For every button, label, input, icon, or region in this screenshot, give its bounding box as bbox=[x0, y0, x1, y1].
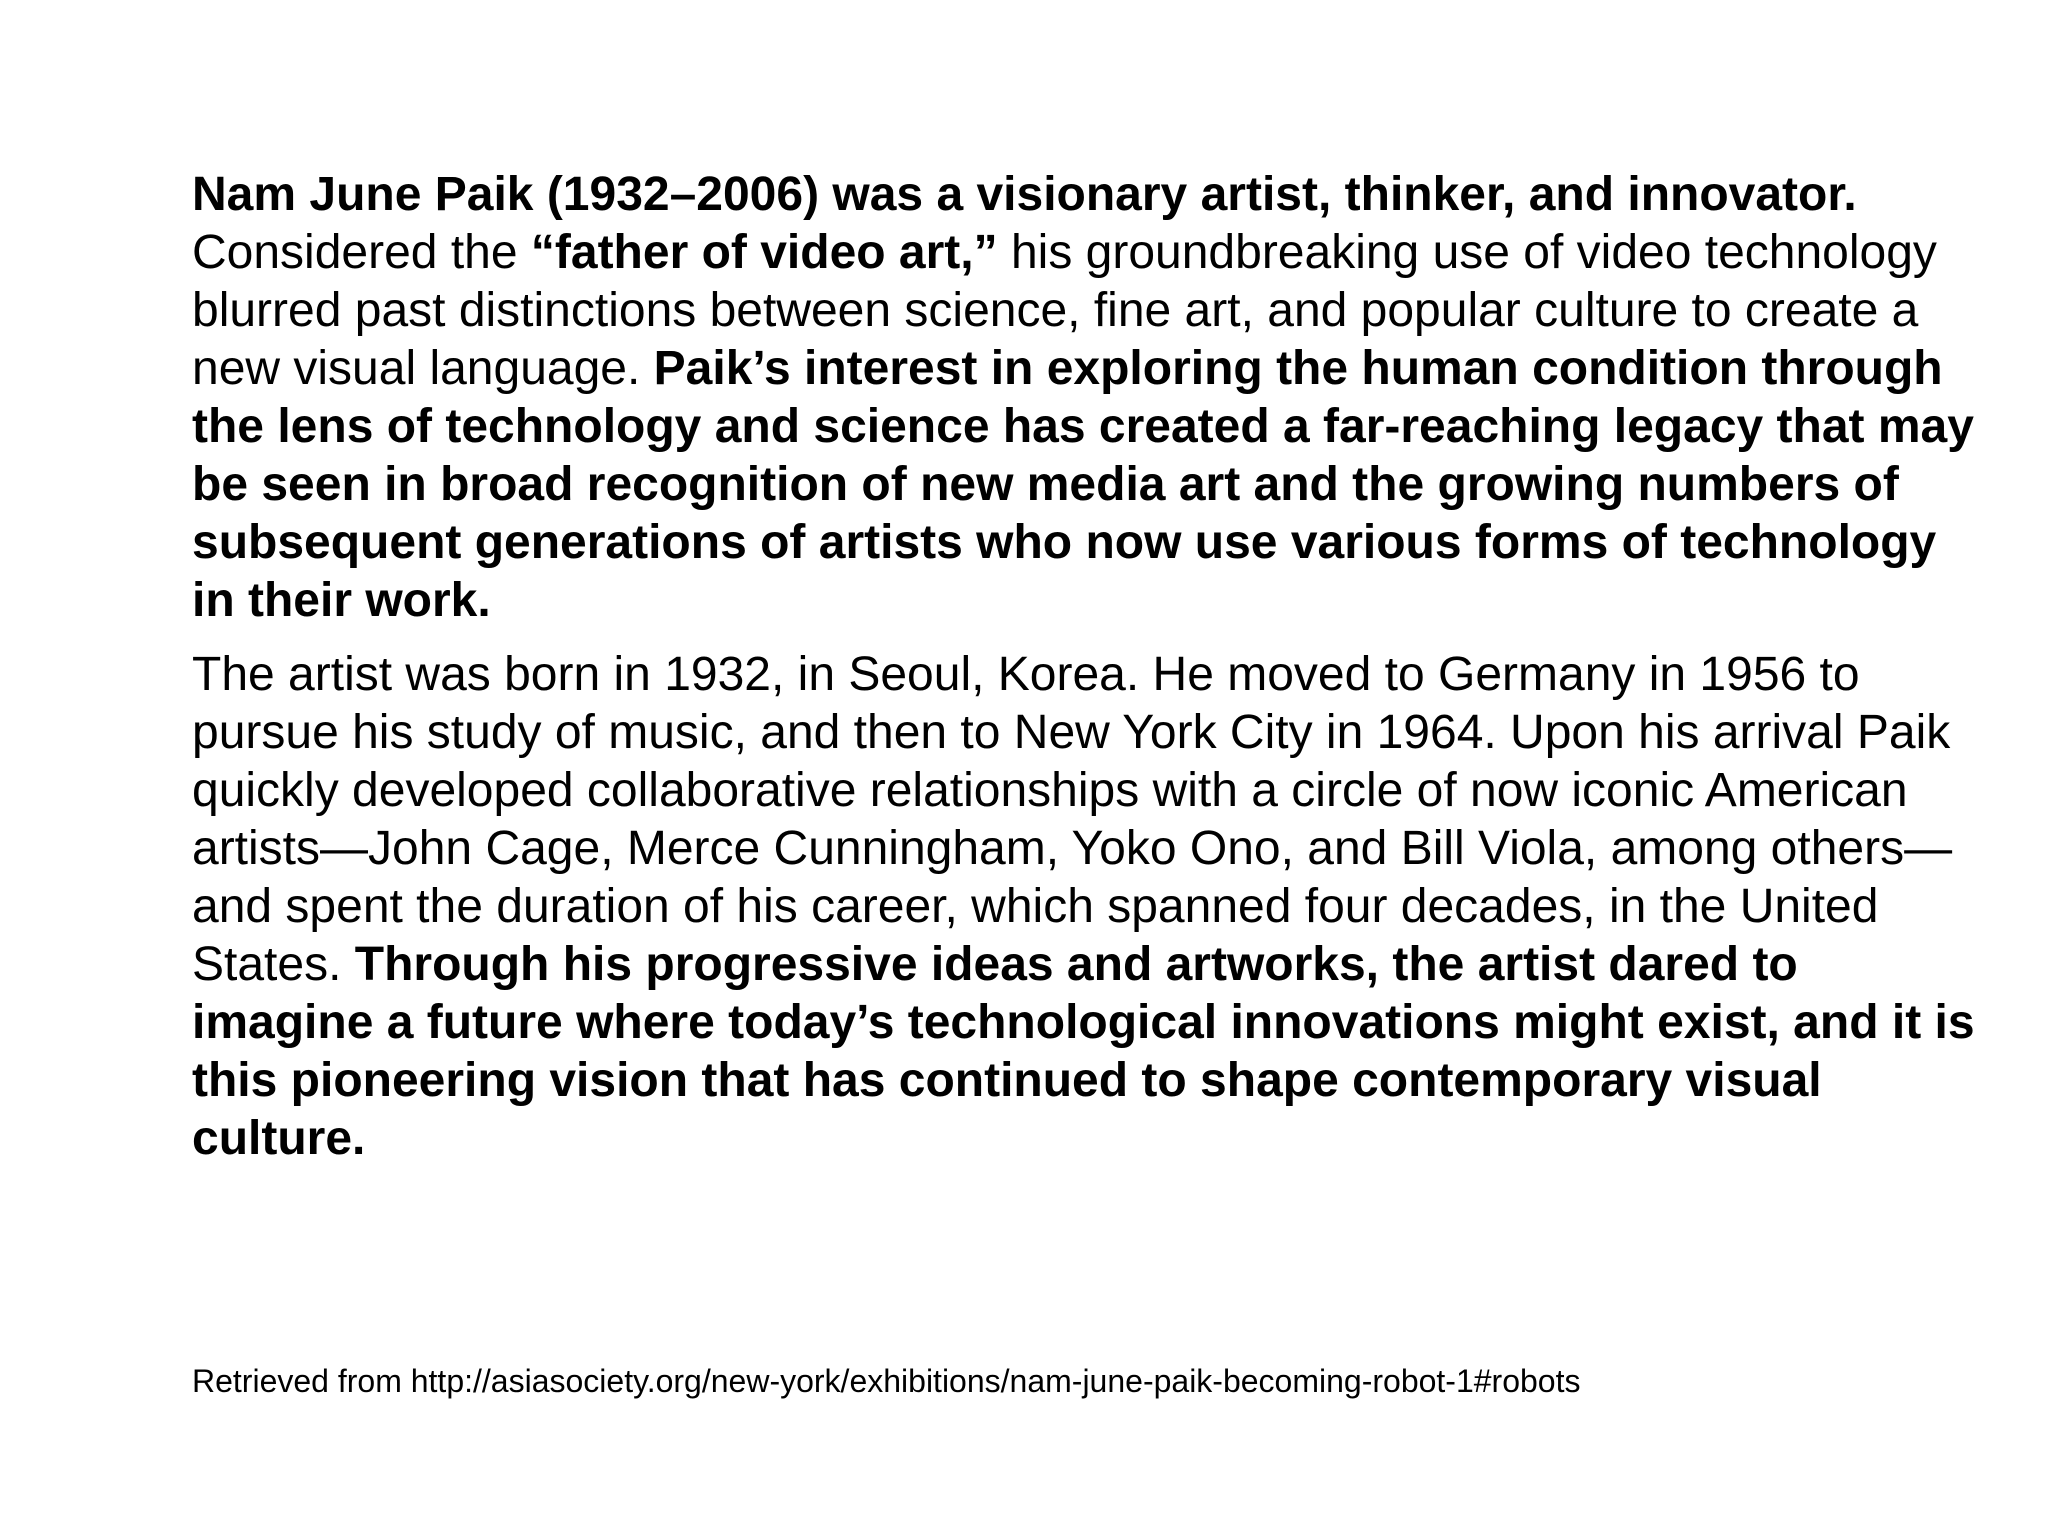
intro-text-continued: his groundbreaking use of video technology blurred past distinctions between science, fine art, and popular culture to create a new visual language. bbox=[192, 226, 1937, 395]
body-text bbox=[192, 166, 1982, 1168]
paragraph-intro bbox=[192, 166, 1982, 630]
intro-sentence-bold: Nam June Paik (1932–2006) was a visionary artist, thinker, and innovator. bbox=[192, 168, 1857, 221]
legacy-sentence-bold: Paik’s interest in exploring the human condition through the lens of technology and science has created a far-reaching legacy that may be seen in broad recognition of new media art and the growing numbers of subsequent generations of artists who now use various forms of technology in their work. bbox=[192, 342, 1974, 627]
biography-text: The artist was born in 1932, in Seoul, Korea. He moved to Germany in 1956 to pursue his study of music, and then to New York City in 1964. Upon his arrival Paik quickly developed collaborative relationships with a circle of now iconic American artists—John Cage, Merce Cunningham, Yoko Ono, and Bill Viola, among others—and spent the duration of his career, which spanned four decades, in the United States. bbox=[192, 648, 1953, 991]
vision-sentence-bold: Through his progressive ideas and artworks, the artist dared to imagine a future where today’s technological innovations might exist, and it is this pioneering vision that has continued to shape contemporary visual culture. bbox=[192, 938, 1975, 1165]
father-of-video-art-quote: “father of video art,” bbox=[530, 226, 998, 279]
paragraph-biography bbox=[192, 646, 1982, 1168]
intro-text: Considered the bbox=[192, 226, 531, 279]
source-citation: Retrieved from http://asiasociety.org/new-york/exhibitions/nam-june-paik-becoming-robot-1#robots bbox=[192, 1363, 1581, 1399]
